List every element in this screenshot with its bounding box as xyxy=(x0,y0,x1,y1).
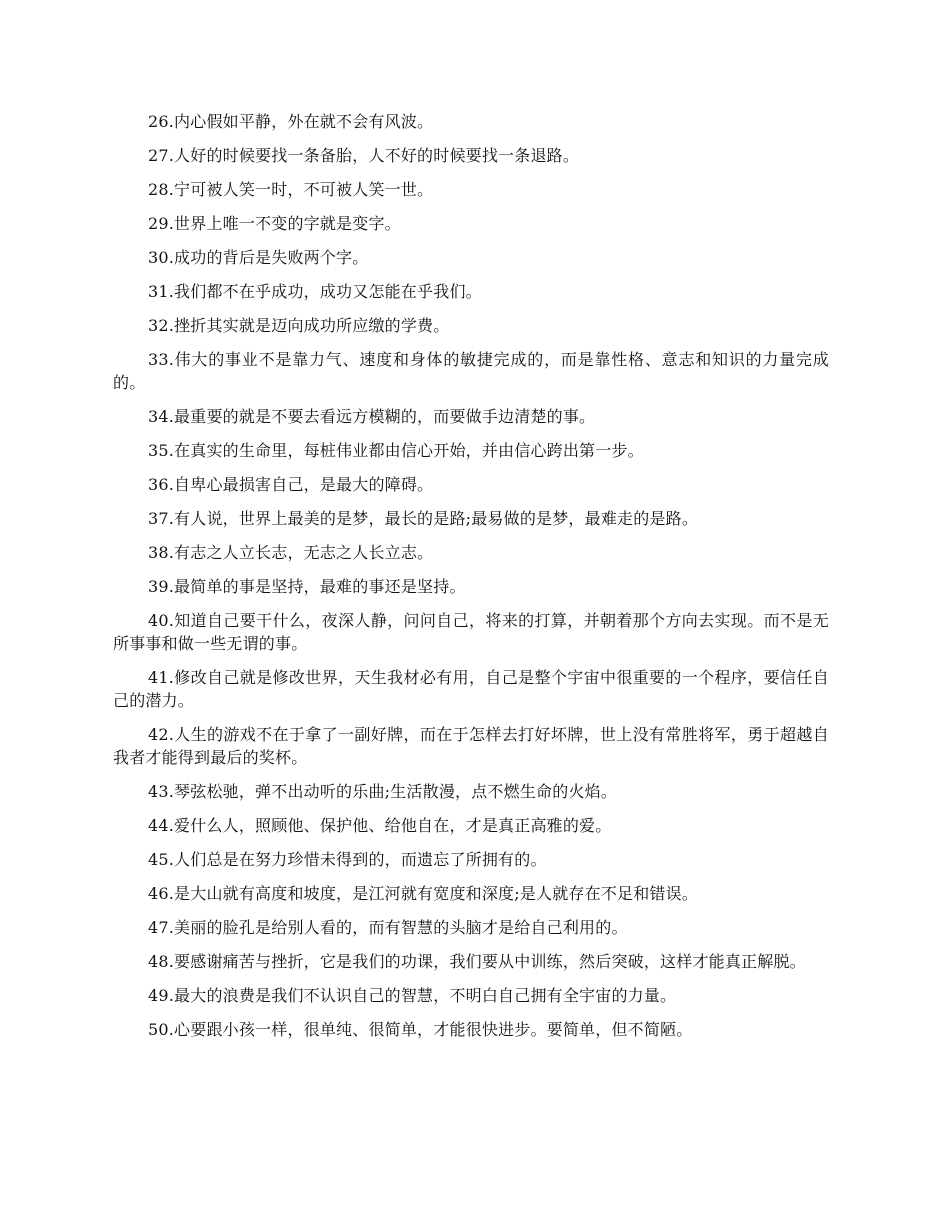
quote-45: 45.人们总是在努力珍惜未得到的，而遗忘了所拥有的。 xyxy=(148,850,547,869)
quote-50: 50.心要跟小孩一样，很单纯、很简单，才能很快进步。要简单，但不简陋。 xyxy=(148,1020,693,1039)
quote-26: 26.内心假如平静，外在就不会有风波。 xyxy=(148,112,434,131)
quote-44: 44.爱什么人，照顾他、保护他、给他自在，才是真正高雅的爱。 xyxy=(148,816,612,835)
quote-list xyxy=(113,110,829,1052)
quote-34: 34.最重要的就是不要去看远方模糊的，而要做手边清楚的事。 xyxy=(148,407,596,426)
quote-30: 30.成功的背后是失败两个字。 xyxy=(148,248,369,267)
quote-46: 46.是大山就有高度和坡度，是江河就有宽度和深度;是人就存在不足和错误。 xyxy=(148,884,699,903)
quote-49: 49.最大的浪费是我们不认识自己的智慧，不明白自己拥有全宇宙的力量。 xyxy=(148,986,677,1005)
quote-32: 32.挫折其实就是迈向成功所应缴的学费。 xyxy=(148,316,450,335)
quote-47: 47.美丽的脸孔是给别人看的，而有智慧的头脑才是给自己利用的。 xyxy=(148,918,628,937)
quote-38: 38.有志之人立长志，无志之人长立志。 xyxy=(148,543,434,562)
quote-35: 35.在真实的生命里，每桩伟业都由信心开始，并由信心跨出第一步。 xyxy=(148,441,644,460)
quote-27: 27.人好的时候要找一条备胎，人不好的时候要找一条退路。 xyxy=(148,146,580,165)
quote-28: 28.宁可被人笑一时，不可被人笑一世。 xyxy=(148,180,434,199)
quote-37: 37.有人说，世界上最美的是梦，最长的是路;最易做的是梦，最难走的是路。 xyxy=(148,509,699,528)
quote-42: 42.人生的游戏不在于拿了一副好牌，而在于怎样去打好坏牌，世上没有常胜将军，勇于超越自我者才能得到最后的奖杯。 xyxy=(113,725,829,767)
quote-40: 40.知道自己要干什么，夜深人静，问问自己，将来的打算，并朝着那个方向去实现。而不是无所事事和做一些无谓的事。 xyxy=(113,611,829,653)
quote-41: 41.修改自己就是修改世界，天生我材必有用，自己是整个宇宙中很重要的一个程序，要信任自己的潜力。 xyxy=(113,668,829,710)
quote-43: 43.琴弦松驰，弹不出动听的乐曲;生活散漫，点不燃生命的火焰。 xyxy=(148,782,618,801)
quote-33: 33.伟大的事业不是靠力气、速度和身体的敏捷完成的，而是靠性格、意志和知识的力量完成的。 xyxy=(113,350,829,392)
quote-31: 31.我们都不在乎成功，成功又怎能在乎我们。 xyxy=(148,282,482,301)
quote-48: 48.要感谢痛苦与挫折，它是我们的功课，我们要从中训练，然后突破，这样才能真正解脱。 xyxy=(148,952,806,971)
quote-39: 39.最简单的事是坚持，最难的事还是坚持。 xyxy=(148,577,466,596)
quote-29: 29.世界上唯一不变的字就是变字。 xyxy=(148,214,401,233)
quote-36: 36.自卑心最损害自己，是最大的障碍。 xyxy=(148,475,434,494)
